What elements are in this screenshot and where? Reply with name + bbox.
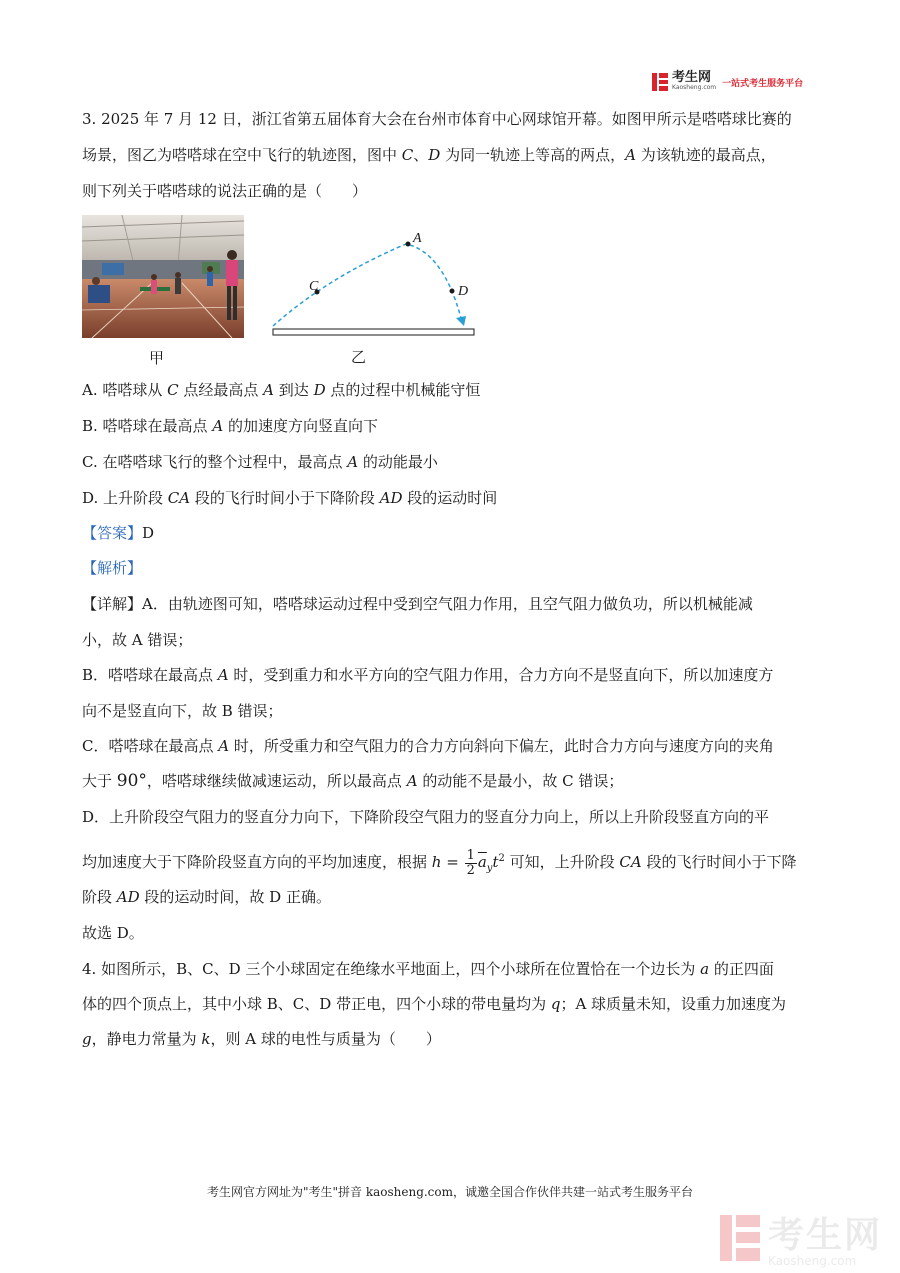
answer-line xyxy=(82,522,154,544)
header-logo xyxy=(652,72,803,92)
formula-h: h xyxy=(431,853,442,871)
detail-line8: 均加速度大于下降阶段竖直方向的平均加速度，根据 h = $\frac{1}{2}$ $\overline{a}_yt^2$ 可知，上升阶段 CA 段的飞行时间小于下降 xyxy=(82,847,797,878)
detail-line6: 大于 90°，嗒嗒球继续做减速运动，所以最高点 A 的动能不是最小，故 C 错误； xyxy=(82,771,624,791)
q3-stem-line3: 则下列关于嗒嗒球的说法正确的是（ ） xyxy=(82,182,368,200)
logo-name: 考生网 xyxy=(672,70,712,85)
watermark-domain: Kaosheng.com xyxy=(768,1254,857,1268)
detail-line1: 【详解】A．由轨迹图可知，嗒嗒球运动过程中受到空气阻力作用，且空气阻力做负功，所以机械能减 xyxy=(82,595,753,613)
trajectory-curve xyxy=(273,244,461,326)
detail-line10: 故选 D。 xyxy=(82,924,144,942)
trajectory-arrowhead xyxy=(456,316,466,326)
ground-plate xyxy=(273,329,474,335)
figure-yi-label: 乙 xyxy=(351,348,367,366)
point-a-label: A xyxy=(413,231,422,246)
answer-value: D xyxy=(142,524,155,542)
point-c-label: C xyxy=(309,279,319,294)
q4-stem-line1: 4. 如图所示，B、C、D 三个小球固定在绝缘水平地面上，四个小球所在位置恰在一个边长为 a 的正四面 xyxy=(82,960,774,978)
formula-a: $\overline{a}$ xyxy=(477,853,487,871)
point-a-dot xyxy=(406,242,411,247)
footer-text: 考生网官方网址为"考生"拼音 kaosheng.com，诚邀全国合作伙伴共建一站式考生服务平台 xyxy=(206,1185,694,1199)
point-d-label: D xyxy=(458,284,469,299)
q4-stem-line3: g，静电力常量为 k，则 A 球的电性与质量为（ ） xyxy=(82,1030,441,1048)
kaosheng-logo-icon xyxy=(652,73,668,91)
header-slogan: 一站式考生服务平台 xyxy=(722,78,804,89)
point-d-dot xyxy=(450,289,455,294)
figure-jia-photo xyxy=(82,215,244,338)
option-b: B. 嗒嗒球在最高点 A 的加速度方向竖直向下 xyxy=(82,417,378,435)
detail-line7: D．上升阶段空气阻力的竖直分力向下，下降阶段空气阻力的竖直分力向上，所以上升阶段竖直方向的平 xyxy=(82,808,770,826)
detail-line2: 小，故 A 错误； xyxy=(82,631,193,649)
option-a: A. 嗒嗒球从 C 点经最高点 A 到达 D 点的过程中机械能守恒 xyxy=(82,381,481,399)
q3-stem-line1: 3. 2025 年 7 月 12 日，浙江省第五届体育大会在台州市体育中心网球馆开幕。如图甲所示是嗒嗒球比赛的 xyxy=(82,110,792,128)
watermark-text: 考生网 xyxy=(768,1215,883,1256)
detail-line5: C．嗒嗒球在最高点 A 时，所受重力和空气阻力的合力方向斜向下偏左，此时合力方向与速度方向的夹角 xyxy=(82,737,774,755)
figure-yi-trajectory xyxy=(268,222,480,340)
answer-tag: 【答案】 xyxy=(82,524,143,542)
logo-domain: Kaosheng.com xyxy=(672,84,717,91)
analysis-tag: 【解析】 xyxy=(82,559,143,577)
detail-line9: 阶段 AD 段的运动时间，故 D 正确。 xyxy=(82,888,331,906)
figure-jia-label: 甲 xyxy=(149,349,165,367)
q4-stem-line2: 体的四个顶点上，其中小球 B、C、D 带正电，四个小球的带电量均为 q；A 球质量未知，设重力加速度为 xyxy=(82,995,787,1013)
detail-line3: B．嗒嗒球在最高点 A 时，受到重力和水平方向的空气阻力作用，合力方向不是竖直向下，所以加速度方 xyxy=(82,666,774,684)
q3-stem-line2: 场景，图乙为嗒嗒球在空中飞行的轨迹图，图中 C、D 为同一轨迹上等高的两点，A 为该轨迹的最高点， xyxy=(82,146,776,164)
detail-line4: 向不是竖直向下，故 B 错误； xyxy=(82,702,283,720)
formula-fraction: $\frac{1}{2}$ xyxy=(466,847,475,878)
watermark xyxy=(720,1207,882,1268)
option-c: C. 在嗒嗒球飞行的整个过程中，最高点 A 的动能最小 xyxy=(82,453,438,471)
option-d: D. 上升阶段 CA 段的飞行时间小于下降阶段 AD 段的运动时间 xyxy=(82,489,498,507)
watermark-logo-icon xyxy=(720,1215,760,1261)
